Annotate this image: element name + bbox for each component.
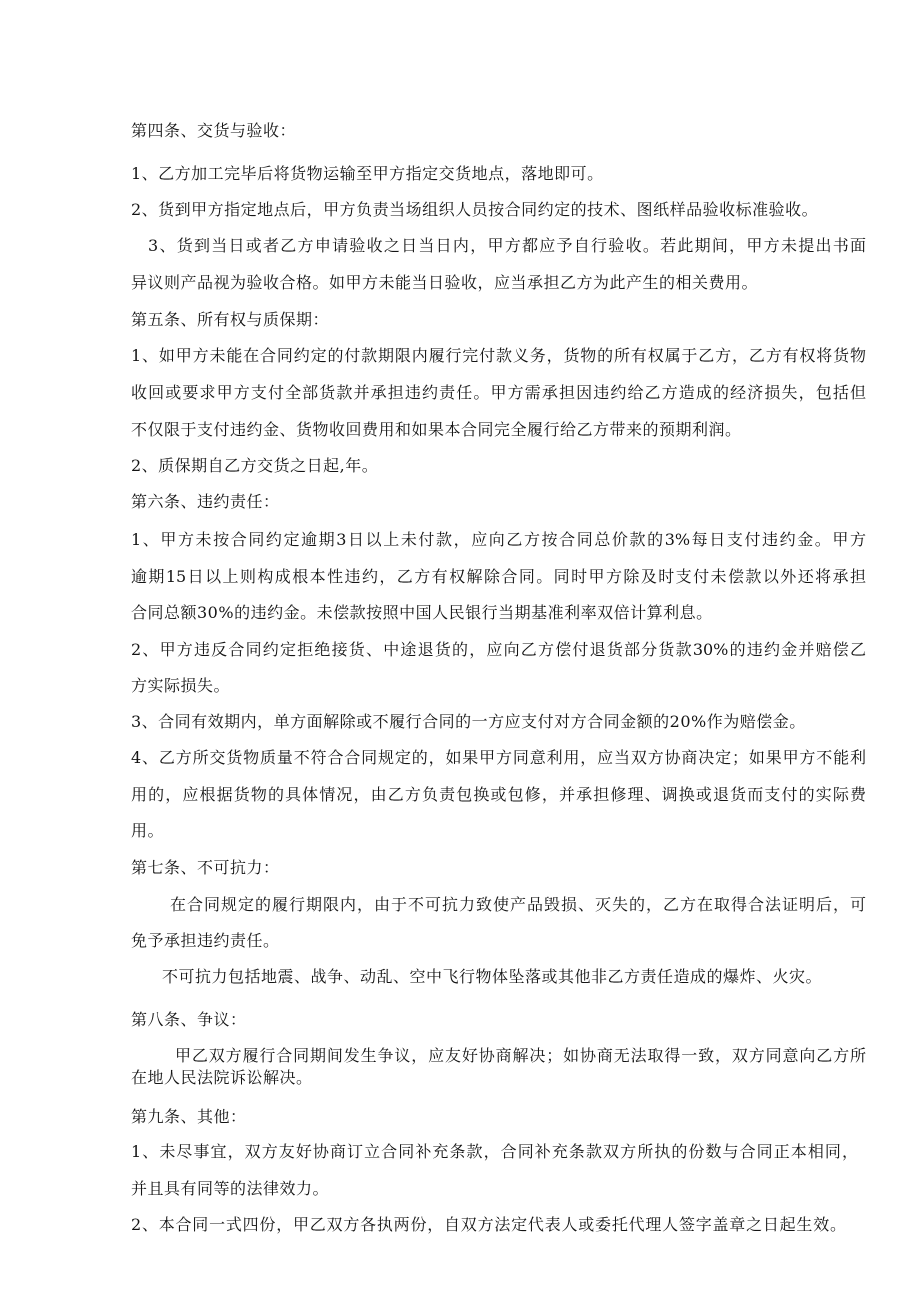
paragraph-line: 收回或要求甲方支付全部货款并承担违约责任。甲方需承担因违约给乙方造成的经济损失，包括但	[131, 383, 866, 402]
paragraph-line: 方实际损失。	[131, 676, 231, 695]
paragraph-line: 并且具有同等的法律效力。	[131, 1179, 330, 1198]
paragraph-line: 3、货到当日或者乙方申请验收之日当日内，甲方都应予自行验收。若此期间，甲方未提出书面	[148, 236, 866, 255]
paragraph-line: 在合同规定的履行期限内，由于不可抗力致使产品毁损、灭失的，乙方在取得合法证明后，可	[170, 895, 866, 914]
paragraph-line: 1、甲方未按合同约定逾期3日以上未付款，应向乙方按合同总价款的3%每日支付违约金。甲方	[131, 530, 866, 549]
paragraph-line: 2、质保期自乙方交货之日起,年。	[131, 456, 379, 475]
paragraph-line: 异议则产品视为验收合格。如甲方未能当日验收，应当承担乙方为此产生的相关费用。	[131, 273, 759, 292]
paragraph-line: 3、合同有效期内，单方面解除或不履行合同的一方应支付对方合同金额的20%作为赔偿金。	[131, 712, 806, 731]
article-heading: 第八条、争议：	[131, 1010, 247, 1029]
article-heading: 第六条、违约责任：	[131, 492, 280, 511]
article-heading: 第四条、交货与验收：	[131, 121, 297, 140]
paragraph-line: 逾期15日以上则构成根本性违约，乙方有权解除合同。同时甲方除及时支付未偿款以外还将承担	[131, 567, 866, 586]
paragraph-line: 用的，应根据货物的具体情况，由乙方负责包换或包修，并承担修理、调换或退货而支付的实际费	[131, 785, 866, 804]
paragraph-line: 甲乙双方履行合同期间发生争议，应友好协商解决；如协商无法取得一致，双方同意向乙方所	[175, 1046, 866, 1065]
paragraph-line: 1、如甲方未能在合同约定的付款期限内履行完付款义务，货物的所有权属于乙方，乙方有权将货物	[131, 346, 866, 365]
paragraph-line: 用。	[131, 821, 165, 840]
paragraph-line: 不仅限于支付违约金、货物收回费用和如果本合同完全履行给乙方带来的预期利润。	[131, 420, 742, 439]
paragraph-line: 在地人民法院诉讼解决。	[131, 1068, 313, 1087]
paragraph-line: 免予承担违约责任。	[131, 931, 280, 950]
paragraph-line: 2、货到甲方指定地点后，甲方负责当场组织人员按合同约定的技术、图纸样品验收标准验收。	[131, 200, 819, 219]
paragraph-line: 2、本合同一式四份，甲乙双方各执两份，自双方法定代表人或委托代理人签字盖章之日起生效。	[131, 1215, 846, 1234]
paragraph-line: 1、乙方加工完毕后将货物运输至甲方指定交货地点，落地即可。	[131, 164, 604, 183]
article-heading: 第七条、不可抗力：	[131, 858, 280, 877]
paragraph-line: 不可抗力包括地震、战争、动乱、空中飞行物体坠落或其他非乙方责任造成的爆炸、火灾。	[162, 967, 823, 986]
paragraph-line: 合同总额30%的违约金。未偿款按照中国人民银行当期基准利率双倍计算利息。	[131, 603, 713, 622]
article-heading: 第九条、其他：	[131, 1107, 247, 1126]
paragraph-line: 4、乙方所交货物质量不符合合同规定的，如果甲方同意利用，应当双方协商决定；如果甲方不能利	[131, 748, 866, 767]
article-heading: 第五条、所有权与质保期：	[131, 310, 330, 329]
paragraph-line: 2、甲方违反合同约定拒绝接货、中途退货的，应向乙方偿付退货部分货款30%的违约金并赔偿乙	[131, 640, 866, 659]
paragraph-line: 1、未尽事宜，双方友好协商订立合同补充条款，合同补充条款双方所执的份数与合同正本相同，	[131, 1142, 858, 1161]
